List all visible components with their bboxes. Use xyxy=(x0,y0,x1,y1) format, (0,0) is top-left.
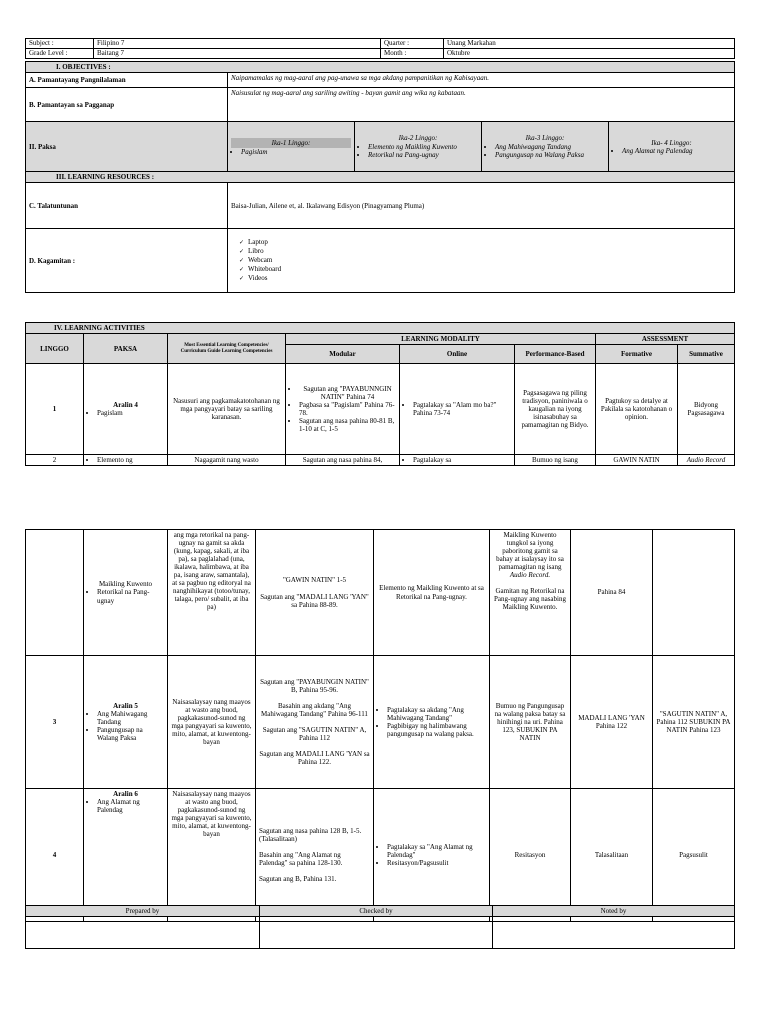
grade-value: Baitang 7 xyxy=(94,49,381,59)
row4-modular-item: Sagutan ang B, Pahina 131. xyxy=(259,875,337,884)
row2b-comp: ang mga retorikal na pang-ugnay na gamit sa akda (kung, kapag, sakali, at iba pa), sa paglalahad (una, ikalawa, halimbawa, at iba pa, isang araw, samantala), at sa pagbuo ng editoryal na nanghihikayat (totoo/tunay, talaga, pero/ subalit, at iba pa) xyxy=(168,530,256,656)
row4-formative: Talasalitaan xyxy=(571,789,653,922)
row2-formative: GAWIN NATIN xyxy=(596,455,678,466)
table-row xyxy=(26,530,735,656)
signature-table xyxy=(25,905,735,949)
kagamitan-item: ✓ Videos xyxy=(249,274,731,283)
row3-modular-item: Sagutan ang "PAYABUNGIN NATIN" B, Pahina 95-96. xyxy=(260,677,369,694)
row3-online-item: • Pagbibigay ng halimbawang pangungusap na walang paksa. xyxy=(387,722,486,738)
row2b-performance-em: Audio Record. xyxy=(509,571,551,580)
talatuntunan-label: C. Talatuntunan xyxy=(26,183,228,229)
row3-online xyxy=(374,656,490,789)
col-linggo: LINGGO xyxy=(26,334,84,364)
kagamitan-item: ✓ Laptop xyxy=(249,238,731,247)
row3-online-item: • Pagtalakay sa akdang "Ang Mahiwagang Tandang" xyxy=(387,706,486,722)
subject-value: Filipino 7 xyxy=(94,39,381,49)
header-table xyxy=(25,38,735,59)
row1-modular-item: • Sagutan ang nasa pahina 80-81 B, 1-10 at C, 1-5 xyxy=(299,417,396,433)
col-summative: Summative xyxy=(678,345,735,364)
activities-heading: IV. LEARNING ACTIVITIES xyxy=(26,323,735,334)
row3-paksa xyxy=(84,656,168,789)
row2b-paksa xyxy=(84,530,168,656)
table-row xyxy=(26,656,735,789)
row4-online xyxy=(374,789,490,922)
col-paksa: PAKSA xyxy=(84,334,168,364)
row1-formative: Pagtukoy sa detalye at Pakilala sa katotohanan o opinion. xyxy=(596,364,678,455)
row1-modular xyxy=(286,364,400,455)
table-row xyxy=(26,364,735,455)
kagamitan-item: ✓ Whiteboard xyxy=(249,265,731,274)
objective-b-label: B. Pamantayan sa Pagganap xyxy=(26,88,228,122)
col-competencies: Most Essential Learning Competencies/ Curriculum Guide Learning Competencies xyxy=(168,334,286,364)
row2b-linggo xyxy=(26,530,84,656)
checked-by-label: Checked by xyxy=(260,906,493,917)
kagamitan-cell xyxy=(228,229,735,293)
week-4-item: • Ang Alamat ng Palendag xyxy=(622,147,731,155)
col-online: Online xyxy=(400,345,515,364)
row4-online-item: • Pagtalakay sa "Ang Alamat ng Palendag" xyxy=(387,843,486,859)
col-formative: Formative xyxy=(596,345,678,364)
row2b-formative: Pahina 84 xyxy=(571,530,653,656)
row2-comp: Nagagamit nang wasto xyxy=(168,455,286,466)
row2b-performance-b: Gamitan ng Retorikal na Pang-ugnay ang nasabing Maikling Kuwento. xyxy=(494,587,566,612)
objective-b-text: Naisusulat ng mag-aaral ang sariling awiting - bayan gamit ang wika ng kabataan. xyxy=(228,88,735,122)
row3-modular xyxy=(256,656,374,789)
kagamitan-label: D. Kagamitan : xyxy=(26,229,228,293)
row2-modular: Sagutan ang nasa pahina 84, xyxy=(286,455,400,466)
row3-aralin: Aralin 5 xyxy=(113,701,138,710)
week-3-cell xyxy=(482,122,609,172)
row3-formative: MADALI LANG 'YAN Pahina 122 xyxy=(571,656,653,789)
objectives-heading: I. OBJECTIVES : xyxy=(26,62,735,73)
row1-modular-item: • Sagutan ang "PAYABUNNGIN NATIN" Pahina 74 xyxy=(299,385,396,401)
talatuntunan-text: Baisa-Julian, Ailene et, al. Ikalawang Edisyon (Pinagyamang Pluma) xyxy=(228,183,735,229)
row1-comp: Nasusuri ang pagkamakatotohanan ng mga pangyayari batay sa sariling karanasan. xyxy=(168,364,286,455)
objective-a-label: A. Pamantayang Pangnilalaman xyxy=(26,73,228,88)
noted-by-label: Noted by xyxy=(493,906,735,917)
row2b-modular xyxy=(256,530,374,656)
activities-table-continued xyxy=(25,529,735,922)
objective-a-text: Naipamamalas ng mag-aaral ang pag-unawa sa mga akdang pampanitikan ng Kabisayaan. xyxy=(228,73,735,88)
quarter-label: Quarter : xyxy=(381,39,444,49)
modality-header: LEARNING MODALITY xyxy=(286,334,596,345)
row1-paksa-item: • Pagislam xyxy=(97,409,164,417)
week-1-title: Ika-1 Linggo: xyxy=(231,138,351,148)
paksa-label: II. Paksa xyxy=(26,122,228,172)
row4-modular-item: Basahin ang "Ang Alamat ng Palendag" sa pahina 128-130. xyxy=(259,850,343,868)
row2-online xyxy=(400,455,515,466)
row1-linggo: 1 xyxy=(26,364,84,455)
row4-modular-item: Sagutan ang nasa pahina 128 B, 1-5. (Talasalitaan) xyxy=(259,826,362,843)
row1-paksa xyxy=(84,364,168,455)
kagamitan-item: ✓ Libro xyxy=(249,247,731,256)
row1-online xyxy=(400,364,515,455)
row2-summative: Audio Record xyxy=(678,455,735,466)
activities-table xyxy=(25,322,735,466)
row3-performance: Bumuo ng Pangungusap na walang paksa batay sa hinihingi na uri. Pahina 123, SUBUKIN PA NATIN xyxy=(490,656,571,789)
row2b-modular-a: "GAWIN NATIN" 1-5 xyxy=(282,576,347,585)
week-2-item: • Elemento ng Maikling Kuwento xyxy=(368,143,478,151)
month-label: Month : xyxy=(381,49,444,59)
checked-by-signature[interactable] xyxy=(260,917,493,949)
row4-summative: Pagsusulit xyxy=(653,789,735,922)
week-1-cell xyxy=(228,122,355,172)
table-row xyxy=(26,789,735,922)
row4-linggo: 4 xyxy=(26,789,84,922)
row4-aralin: Aralin 6 xyxy=(113,790,138,798)
row2b-paksa-item: • Retorikal na Pang-ugnay xyxy=(97,588,164,604)
row1-aralin: Aralin 4 xyxy=(113,401,138,410)
row4-paksa xyxy=(84,789,168,922)
row2b-paksa-title: Maikling Kuwento xyxy=(98,580,153,589)
col-performance: Performance-Based xyxy=(515,345,596,364)
table-row xyxy=(26,455,735,466)
row4-comp: Naisasalaysay nang maayos at wasto ang buod, pagkakasunod-sunod ng mga pangyayari sa kuwento, mito, alamat, at kuwentong-bayan xyxy=(168,789,256,922)
row3-linggo: 3 xyxy=(26,656,84,789)
row2-paksa-item: • Elemento ng xyxy=(97,456,164,464)
noted-by-signature[interactable] xyxy=(493,917,735,949)
row4-performance: Resitasyon xyxy=(490,789,571,922)
col-modular: Modular xyxy=(286,345,400,364)
row2b-online: Elemento ng Maikling Kuwento at sa Retorikal na Pang-ugnay. xyxy=(374,530,490,656)
week-1-item: • Pagislam xyxy=(241,148,351,156)
row1-performance: Pagsasagawa ng piling tradisyon, paniniwala o kaugalian na iyong isinasabuhay sa pamamagitan ng Bidyo. xyxy=(515,364,596,455)
grade-label: Grade Level : xyxy=(26,49,94,59)
week-2-cell xyxy=(355,122,482,172)
subject-label: Subject : xyxy=(26,39,94,49)
row2b-summative xyxy=(653,530,735,656)
row1-modular-item: • Pagbasa sa "Pagislam" Pahina 76-78. xyxy=(299,401,396,417)
row2-online-item: • Pagtalakay sa xyxy=(413,456,511,464)
row3-paksa-item: • Pangungusap na Walang Paksa xyxy=(97,726,164,742)
row3-paksa-item: • Ang Mahiwagang Tandang xyxy=(97,710,164,726)
week-2-item: • Retorikal na Pang-ugnay xyxy=(368,151,478,159)
row3-modular-item: Sagutan ang MADALI LANG 'YAN sa Pahina 122. xyxy=(259,750,370,767)
row3-summative: "SAGUTIN NATIN" A, Pahina 112 SUBUKIN PA NATIN Pahina 123 xyxy=(653,656,735,789)
week-3-item: • Ang Mahiwagang Tandang xyxy=(495,143,605,151)
prepared-by-label: Prepared by xyxy=(26,906,260,917)
quarter-value: Unang Markahan xyxy=(444,39,735,49)
row3-modular-item: Sagutan ang "SAGUTIN NATIN" A, Pahina 112 xyxy=(262,726,367,743)
row2b-performance-a: Maikling Kuwento tungkol sa iyong paboritong gamit sa bahay at isalaysay ito sa pamamagitan ng isang xyxy=(496,531,564,572)
row3-modular-item: Basahin ang akdang "Ang Mahiwagang Tandang" Pahina 96-111 xyxy=(261,701,368,718)
prepared-by-signature[interactable] xyxy=(26,917,260,949)
row2b-performance xyxy=(490,530,571,656)
row4-online-item: • Resitasyon/Pagsusulit xyxy=(387,859,486,867)
row1-summative: Bidyong Pagsasagawa xyxy=(678,364,735,455)
row4-paksa-item: • Ang Alamat ng Palendag xyxy=(97,798,164,814)
row2-paksa xyxy=(84,455,168,466)
row4-modular xyxy=(256,789,374,922)
week-4-cell xyxy=(609,122,735,172)
row2-performance: Bumuo ng isang xyxy=(515,455,596,466)
kagamitan-list xyxy=(231,238,731,282)
month-value: Oktubre xyxy=(444,49,735,59)
row2-linggo: 2 xyxy=(26,455,84,466)
week-2-title: Ika-2 Linggo: xyxy=(398,134,438,143)
objectives-table xyxy=(25,61,735,293)
row1-online-item: • Pagtalakay sa "Alam mo ba?" Pahina 73-74 xyxy=(413,401,511,417)
assessment-header: ASSESSMENT xyxy=(596,334,735,345)
row3-comp: Naisasalaysay nang maayos at wasto ang buod, pagkakasunod-sunod ng mga pangyayari sa kuwento, mito, alamat, at kuwentong-bayan xyxy=(168,656,256,789)
week-4-title: Ika- 4 Linggo: xyxy=(651,138,692,147)
kagamitan-item: ✓ Webcam xyxy=(249,256,731,265)
row2b-modular-b: Sagutan ang "MADALI LANG 'YAN" sa Pahina 88-89. xyxy=(260,592,369,609)
resources-heading: III. LEARNING RESOURCES : xyxy=(26,172,735,183)
week-3-item: • Pangungusap na Walang Paksa xyxy=(495,151,605,159)
week-3-title: Ika-3 Linggo: xyxy=(525,134,565,143)
